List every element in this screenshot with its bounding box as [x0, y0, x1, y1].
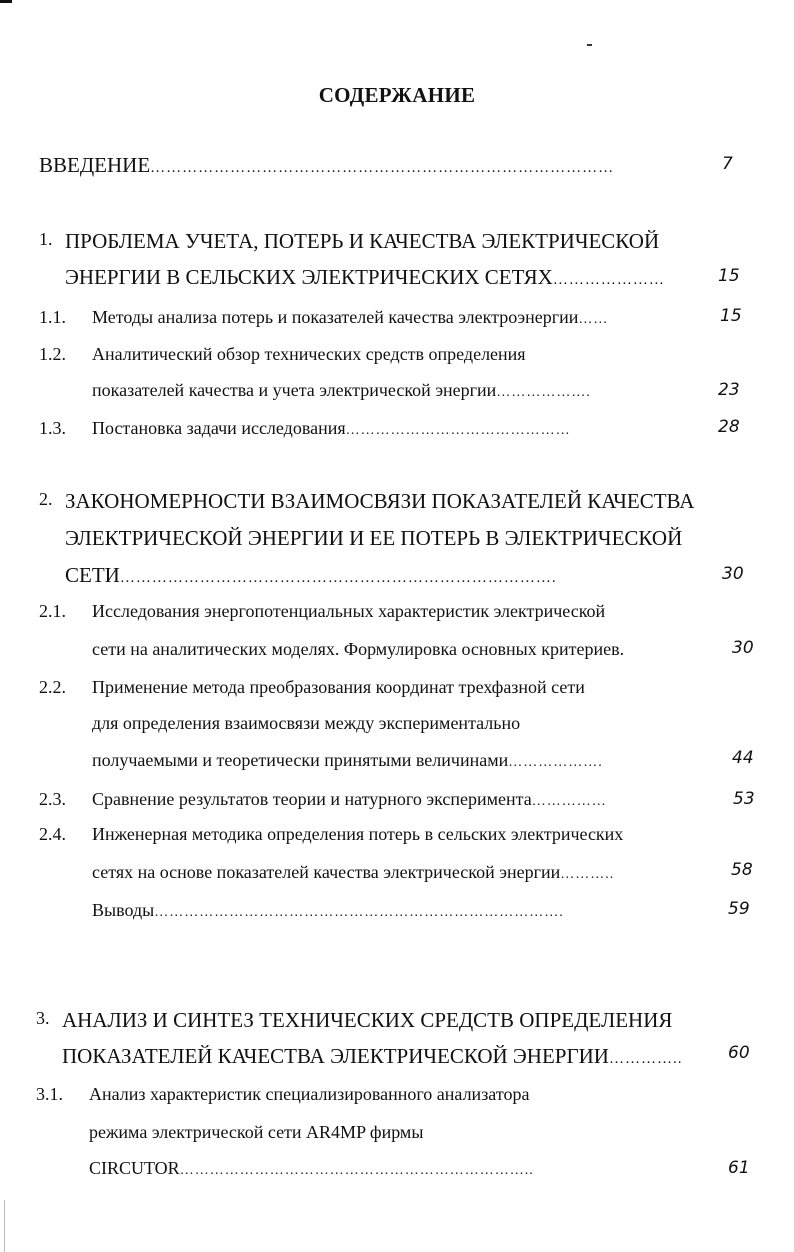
- section-title-text: Методы анализа потерь и показателей качества электроэнергии: [92, 307, 579, 327]
- section-number: 2.2.: [39, 677, 66, 697]
- leader-dots: …………..: [608, 1051, 683, 1067]
- section-title-text: Сравнение результатов теории и натурного эксперимента: [92, 789, 532, 809]
- page-number: 15: [718, 266, 740, 286]
- section-title-line: Анализ характеристик специализированного анализатора: [89, 1084, 530, 1104]
- chapter-title-text: СЕТИ: [65, 563, 120, 587]
- section-number: 2.3.: [39, 789, 66, 809]
- page-number: 15: [720, 306, 742, 326]
- page-number: 60: [728, 1043, 750, 1063]
- page-number: 59: [728, 899, 750, 919]
- leader-dots: ……………: [531, 794, 607, 809]
- toc-intro-text: ВВЕДЕНИЕ: [39, 153, 151, 177]
- leader-dots: ……………………………………………………………………….: [119, 570, 557, 586]
- page-number: 61: [728, 1158, 750, 1178]
- section-number: 2.4.: [39, 824, 66, 844]
- page-number: 58: [731, 860, 753, 880]
- page-number: 44: [732, 748, 754, 768]
- section-number: 1.2.: [39, 344, 66, 364]
- section-title-line: сети на аналитических моделях. Формулировка основных критериев.: [92, 639, 625, 659]
- conclusions-entry: [92, 900, 564, 921]
- section-title-text: CIRCUTOR: [89, 1158, 180, 1178]
- section-title-line: Применение метода преобразования координат трехфазной сети: [92, 677, 585, 697]
- section-title-text: Постановка задачи исследования: [92, 418, 346, 438]
- section-title-line: Аналитический обзор технических средств определения: [92, 344, 526, 364]
- section-number: 1.1.: [39, 307, 66, 327]
- page-number: 30: [732, 638, 754, 658]
- chapter-title-line: [65, 563, 557, 588]
- chapter-title-text: ПОКАЗАТЕЛЕЙ КАЧЕСТВА ЭЛЕКТРИЧЕСКОЙ ЭНЕРГИИ: [62, 1044, 609, 1068]
- section-title-line: [92, 750, 603, 771]
- section-title-text: сетях на основе показателей качества электрической энергии: [92, 862, 561, 882]
- leader-dots: …………………: [552, 272, 665, 288]
- section-title-line: Инженерная методика определения потерь в сельских электрических: [92, 824, 624, 844]
- leader-dots: ………..: [560, 867, 615, 882]
- scan-dash-mark: [587, 44, 592, 46]
- page-number: 7: [722, 154, 733, 174]
- section-title-line: [92, 380, 591, 401]
- page-number: 30: [722, 564, 744, 584]
- conclusions-text: Выводы: [92, 900, 155, 920]
- leader-dots: ………………………………………: [345, 423, 571, 438]
- chapter-number: 2.: [39, 489, 53, 509]
- leader-dots: ……………….: [496, 385, 591, 400]
- section-title-line: [92, 862, 614, 883]
- chapter-title-line: ЭЛЕКТРИЧЕСКОЙ ЭНЕРГИИ И ЕЕ ПОТЕРЬ В ЭЛЕКТРИЧЕСКОЙ: [65, 526, 683, 550]
- section-title: [92, 418, 571, 439]
- page-number: 23: [718, 380, 740, 400]
- toc-intro: [39, 153, 614, 178]
- leader-dots: ……………………………………………………………………….: [154, 905, 564, 920]
- section-title-line: [89, 1158, 534, 1179]
- page-number: 53: [733, 789, 755, 809]
- section-title-line: режима электрической сети AR4MP фирмы: [89, 1122, 424, 1142]
- chapter-title-line: [62, 1044, 682, 1069]
- section-number: 1.3.: [39, 418, 66, 438]
- section-title-text: получаемыми и теоретически принятыми величинами: [92, 750, 509, 770]
- page-number: 28: [718, 417, 740, 437]
- scan-edge-mark: [0, 0, 12, 3]
- section-title-text: показателей качества и учета электрической энергии: [92, 380, 497, 400]
- section-title-line: Исследования энергопотенциальных характеристик электрической: [92, 601, 606, 621]
- scan-margin-line: [4, 1200, 5, 1252]
- chapter-number: 1.: [39, 229, 53, 249]
- chapter-number: 3.: [36, 1008, 50, 1028]
- section-title: [92, 307, 608, 328]
- section-number: 2.1.: [39, 601, 66, 621]
- page-title: СОДЕРЖАНИЕ: [318, 83, 476, 107]
- section-title-line: для определения взаимосвязи между экспериментально: [92, 713, 521, 733]
- chapter-title-line: [65, 265, 665, 290]
- section-number: 3.1.: [36, 1084, 63, 1104]
- chapter-title-line: ПРОБЛЕМА УЧЕТА, ПОТЕРЬ И КАЧЕСТВА ЭЛЕКТРИЧЕСКОЙ: [65, 229, 660, 253]
- chapter-title-line: ЗАКОНОМЕРНОСТИ ВЗАИМОСВЯЗИ ПОКАЗАТЕЛЕЙ КАЧЕСТВА: [65, 489, 695, 513]
- leader-dots: ……………….: [508, 755, 603, 770]
- section-title: [92, 789, 607, 810]
- chapter-title-text: ЭНЕРГИИ В СЕЛЬСКИХ ЭЛЕКТРИЧЕСКИХ СЕТЯХ: [65, 265, 553, 289]
- chapter-title-line: АНАЛИЗ И СИНТЕЗ ТЕХНИЧЕСКИХ СРЕДСТВ ОПРЕДЕЛЕНИЯ: [62, 1008, 673, 1032]
- leader-dots: ……………………………………………………………..: [179, 1163, 534, 1178]
- leader-dots: ……: [578, 312, 609, 327]
- leader-dots: ……………………………………………………………………………: [150, 160, 615, 176]
